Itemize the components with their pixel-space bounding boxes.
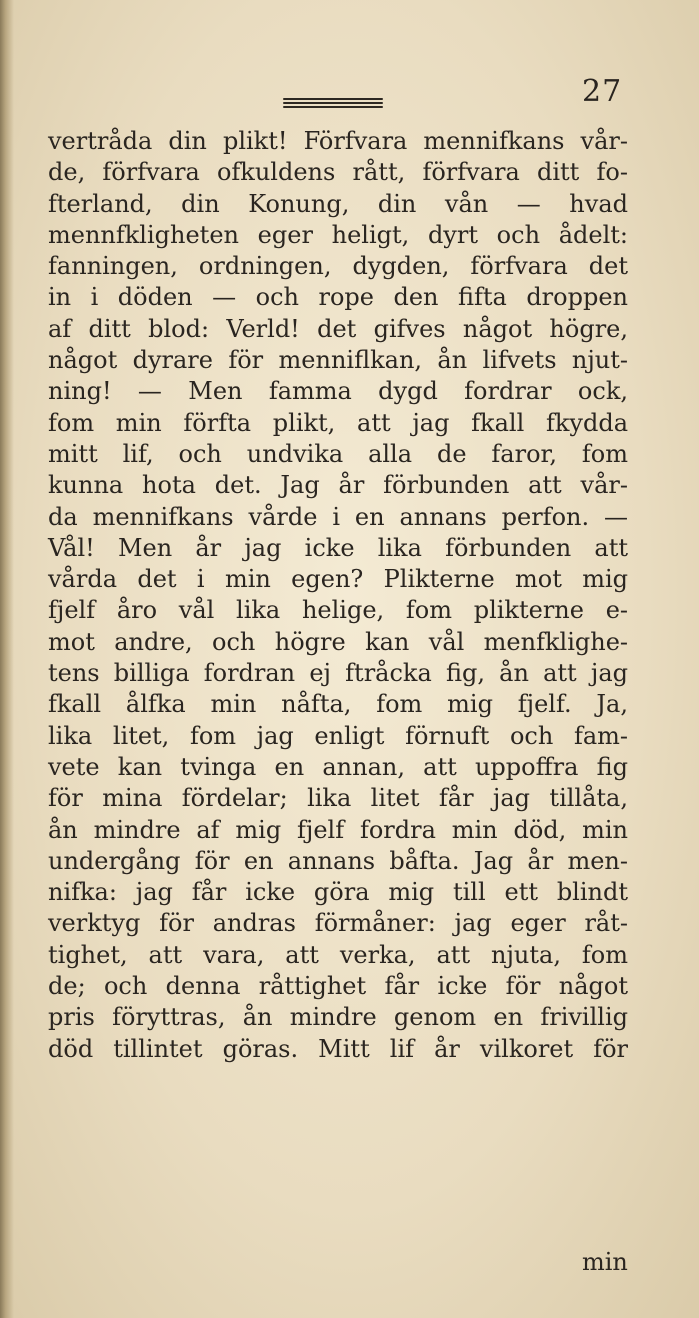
text-line: mennfkligheten eger heligt, dyrt och ådelt: xyxy=(48,220,628,249)
page-number: 27 xyxy=(582,74,623,109)
text-line: tens billiga fordran ej ftråcka fig, ån att jag xyxy=(48,659,628,688)
text-line: de, förfvara ofkuldens rått, förfvara ditt fo- xyxy=(48,158,628,187)
text-line: Vål! Men år jag icke lika förbunden att xyxy=(48,533,628,562)
text-line: da mennifkans vårde i en annans perfon. — xyxy=(48,502,628,531)
text-line: fkall ålfka min nåfta, fom mig fjelf. Ja, xyxy=(48,690,628,719)
text-line: för mina fördelar; lika litet får jag tillåta, xyxy=(48,784,628,813)
text-line: in i döden — och rope den fifta droppen xyxy=(48,283,628,312)
page-binding-edge xyxy=(0,0,14,1318)
text-line: vete kan tvinga en annan, att uppoffra fig xyxy=(48,752,628,781)
text-line: af ditt blod: Verld! det gifves något högre, xyxy=(48,314,628,343)
text-line: pris föryttras, ån mindre genom en frivillig xyxy=(48,1003,628,1032)
text-line: lika litet, fom jag enligt förnuft och fam- xyxy=(48,721,628,750)
text-line: undergång för en annans båfta. Jag år men- xyxy=(48,846,628,875)
catchword: min xyxy=(582,1248,628,1276)
text-line: mot andre, och högre kan vål menfklighe- xyxy=(48,627,628,656)
text-line: fanningen, ordningen, dygden, förfvara det xyxy=(48,252,628,281)
text-line: tighet, att vara, att verka, att njuta, fom xyxy=(48,940,628,969)
text-line: kunna hota det. Jag år förbunden att vår- xyxy=(48,471,628,500)
text-line: verktyg för andras förmåner: jag eger råt- xyxy=(48,909,628,938)
text-line: fom min förfta plikt, att jag fkall fkydda xyxy=(48,408,628,437)
text-line: nifka: jag får icke göra mig till ett blindt xyxy=(48,878,628,907)
body-text xyxy=(48,126,628,1065)
text-line: fjelf åro vål lika helige, fom plikterne e- xyxy=(48,596,628,625)
text-line: fterland, din Konung, din vån — hvad xyxy=(48,189,628,218)
text-line: ån mindre af mig fjelf fordra min död, min xyxy=(48,815,628,844)
text-line: död tillintet göras. Mitt lif år vilkoret för xyxy=(48,1034,628,1063)
text-line: de; och denna råttighet får icke för något xyxy=(48,972,628,1001)
text-line: något dyrare för menniflkan, ån lifvets njut- xyxy=(48,346,628,375)
text-line: mitt lif, och undvika alla de faror, fom xyxy=(48,439,628,468)
text-line: vårda det i min egen? Plikterne mot mig xyxy=(48,565,628,594)
text-line: ning! — Men famma dygd fordrar ock, xyxy=(48,377,628,406)
text-line: vertråda din plikt! Förfvara mennifkans vår- xyxy=(48,127,628,155)
header-rule-ornament xyxy=(283,98,383,108)
